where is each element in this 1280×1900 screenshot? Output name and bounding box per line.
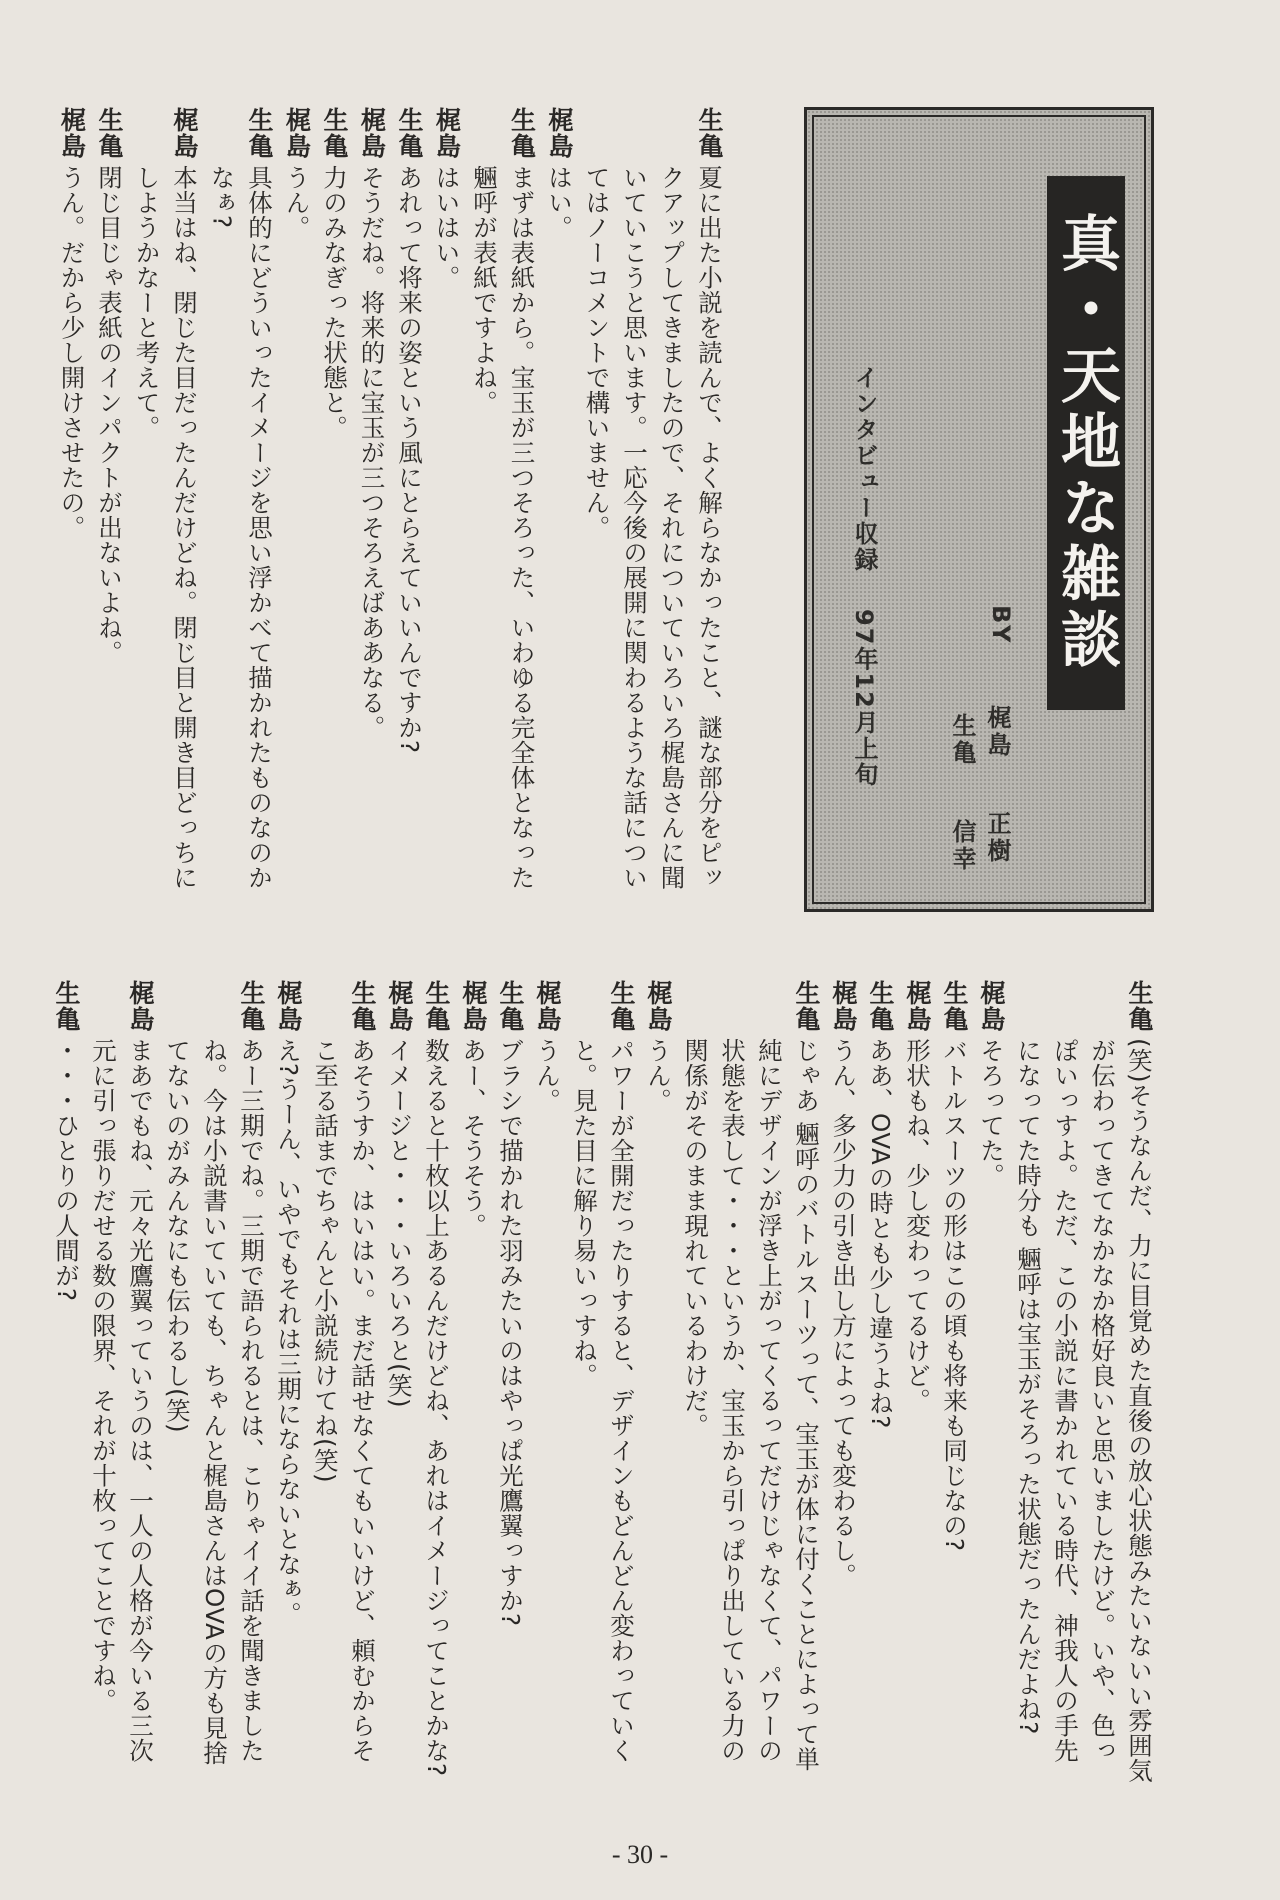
dialog-entry xyxy=(936,980,973,1785)
author-given-name: 正樹 xyxy=(983,811,1011,865)
speaker-name: 梶島 xyxy=(545,107,574,159)
dialog-text: ・・・ひとりの人間が? xyxy=(52,1038,81,1302)
dialog-text: あー、そうそう。 xyxy=(459,1038,488,1238)
dialog-entry xyxy=(862,980,899,1785)
speaker-name: 生亀 xyxy=(245,107,274,159)
speaker-name: 梶島 xyxy=(903,980,932,1032)
dialog-text: あそうすか、はいはい。まだ話せなくてもいいけど、頼むからそこ至る話までちゃんと小説続けてね(笑) xyxy=(311,1038,377,1763)
speaker-name: 梶島 xyxy=(385,980,414,1032)
dialog-entry xyxy=(566,980,640,1785)
dialog-text: (笑)そうなんだ、力に目覚めた直後の放心状態みたいないい雰囲気が伝わってきてなかなか格好良いと思いましたけど。いや、色っぽいっすよ。ただ、この小説に書かれている時代、神我人の手先になってた時分も 魎呼は宝玉がそろった状態だったんだよね? xyxy=(1014,1038,1154,1784)
dialog-text: 本当はね、閉じた目だったんだけどね。閉じ目と開き目どっちにしようかなーと考えて。 xyxy=(132,165,199,890)
dialog-text: 夏に出た小説を読んで、よく解らなかったこと、謎な部分をピックアップしてきましたので、それについていろいろ梶島さんに聞いていこうと思います。一応今後の展開に関わるような話についてはノーコメントで構いません。 xyxy=(582,165,724,890)
speaker-name: 生亀 xyxy=(237,980,266,1032)
title-banner xyxy=(1047,176,1125,710)
speaker-name: 梶島 xyxy=(282,107,312,159)
dialog-entry xyxy=(541,107,579,907)
dialog-entry xyxy=(391,107,429,907)
dialog-entry xyxy=(128,107,203,907)
dialog-text: うん。だから少し開けさせたの。 xyxy=(57,165,87,540)
author-family-name: 生亀 xyxy=(948,713,976,767)
dialog-entry xyxy=(418,980,455,1785)
author-family-name: 梶島 xyxy=(983,705,1011,759)
dialog-text: はい。 xyxy=(545,165,574,240)
page-number: - 30 - xyxy=(611,1840,669,1869)
dialog-entry xyxy=(825,980,862,1785)
speaker-name: 梶島 xyxy=(357,107,387,159)
speaker-name: 梶島 xyxy=(459,980,488,1032)
speaker-name: 梶島 xyxy=(432,107,462,159)
dialog-text: うん。 xyxy=(644,1038,673,1113)
speaker-name: 生亀 xyxy=(695,107,724,159)
dialog-entry xyxy=(270,980,307,1785)
dialog-entry xyxy=(492,980,529,1785)
recording-label: インタビュー収録 xyxy=(850,365,878,573)
speaker-name: 生亀 xyxy=(52,980,81,1032)
top-dialog xyxy=(53,107,728,907)
speaker-name: 梶島 xyxy=(533,980,562,1032)
dialog-entry xyxy=(159,980,270,1785)
title-box xyxy=(804,107,1154,912)
dialog-entry xyxy=(203,107,278,907)
dialog-text: うん。 xyxy=(533,1038,562,1113)
dialog-entry xyxy=(578,107,728,907)
dialog-text: まあでもね、元々光鷹翼っていうのは、一人の人格が今いる三次元に引っ張りだせる数の限界、それが十枚ってことですね。 xyxy=(89,1038,155,1763)
article-title: 真・天地な雑談 xyxy=(1051,212,1121,674)
speaker-name: 梶島 xyxy=(644,980,673,1032)
dialog-text: はいはい。 xyxy=(432,165,462,290)
dialog-entry xyxy=(428,107,466,907)
dialog-entry xyxy=(640,980,677,1785)
speaker-name: 生亀 xyxy=(320,107,349,159)
byline-author-1 xyxy=(980,605,1015,873)
dialog-text: 数えると十枚以上あるんだけどね、あれはイメージってことかな? xyxy=(422,1038,451,1777)
dialog-entry xyxy=(973,980,1010,1785)
speaker-name: 生亀 xyxy=(496,980,525,1032)
dialog-entry xyxy=(899,980,936,1785)
speaker-name: 生亀 xyxy=(95,107,124,159)
speaker-name: 生亀 xyxy=(1125,980,1154,1032)
dialog-entry xyxy=(353,107,391,907)
dialog-text: 形状もね、少し変わってるけど。 xyxy=(903,1038,932,1413)
speaker-name: 生亀 xyxy=(607,980,636,1032)
speaker-name: 生亀 xyxy=(422,980,451,1032)
dialog-text: そろってた。 xyxy=(977,1038,1006,1188)
dialog-text: 力のみなぎった状態と。 xyxy=(320,165,349,440)
dialog-text: 閉じ目じゃ表紙のインパクトが出ないよね。 xyxy=(95,165,124,665)
dialog-text: ああ、OVAの時とも少し違うよね? xyxy=(866,1038,895,1429)
speaker-name: 生亀 xyxy=(792,980,821,1032)
byline-author-2 xyxy=(945,613,980,873)
dialog-entry xyxy=(529,980,566,1785)
bottom-dialog xyxy=(48,980,1158,1785)
dialog-entry xyxy=(48,980,85,1785)
dialog-text: あれって将来の姿という風にとらえていいんですか? xyxy=(395,165,424,754)
speaker-name: 梶島 xyxy=(170,107,199,159)
dialog-entry xyxy=(1010,980,1158,1785)
dialog-text: うん。 xyxy=(282,165,312,240)
dialog-text: え?うーん、いやでもそれは三期にならないとなぁ。 xyxy=(274,1038,303,1627)
dialog-entry xyxy=(91,107,129,907)
dialog-entry xyxy=(278,107,316,907)
dialog-text: じゃあ 魎呼のバトルスーツって、宝玉が体に付くことによって単純にデザインが浮き上がってくるってだけじゃなくて、パワーの状態を表して・・・というか、宝玉から引っぱり出している力の関係がそのまま現れているわけだ。 xyxy=(681,1038,821,1772)
dialog-entry xyxy=(316,107,354,907)
dialog-text: 具体的にどういったイメージを思い浮かべて描かれたものなのかなぁ? xyxy=(207,165,274,890)
speaker-name: 生亀 xyxy=(866,980,895,1032)
dialog-text: ブラシで描かれた羽みたいのはやっぱ光鷹翼っすか? xyxy=(496,1038,525,1627)
dialog-entry xyxy=(381,980,418,1785)
dialog-entry xyxy=(307,980,381,1785)
dialog-text: そうだね。将来的に宝玉が三つそろえばああなる。 xyxy=(357,165,387,740)
speaker-name: 梶島 xyxy=(57,107,87,159)
speaker-name: 生亀 xyxy=(348,980,377,1032)
speaker-name: 梶島 xyxy=(126,980,155,1032)
recording-date: 97年12月上旬 xyxy=(850,609,878,788)
dialog-entry xyxy=(466,107,541,907)
dialog-entry xyxy=(455,980,492,1785)
dialog-text: まずは表紙から。宝玉が三つそろった、いわゆる完全体となった魎呼が表紙ですよね。 xyxy=(470,165,537,890)
dialog-entry xyxy=(53,107,91,907)
dialog-entry xyxy=(677,980,825,1785)
speaker-name: 梶島 xyxy=(977,980,1006,1032)
dialog-text: パワーが全開だったりすると、デザインもどんどん変わっていくと。見た目に解り易いっすね。 xyxy=(570,1038,636,1763)
byline xyxy=(945,605,1015,873)
speaker-name: 梶島 xyxy=(274,980,303,1032)
speaker-name: 生亀 xyxy=(507,107,537,159)
dialog-text: イメージと・・・いろいろと(笑) xyxy=(385,1038,414,1409)
dialog-text: バトルスーツの形はこの頃も将来も同じなの? xyxy=(940,1038,969,1552)
speaker-name: 生亀 xyxy=(395,107,424,159)
author-given-name: 信幸 xyxy=(948,819,976,873)
speaker-name: 生亀 xyxy=(940,980,969,1032)
dialog-text: うん、多少力の引き出し方によっても変わるし。 xyxy=(829,1038,858,1588)
by-label: BY xyxy=(987,605,1015,646)
dialog-entry xyxy=(85,980,159,1785)
recording-info xyxy=(847,365,882,788)
dialog-text: あー三期でね。三期で語られるとは、こりゃイイ話を聞きましたね。今は小説書いていても、ちゃんと梶島さんはOVAの方も見捨てないのがみんなにも伝わるし(笑) xyxy=(163,1038,266,1766)
speaker-name: 梶島 xyxy=(829,980,858,1032)
